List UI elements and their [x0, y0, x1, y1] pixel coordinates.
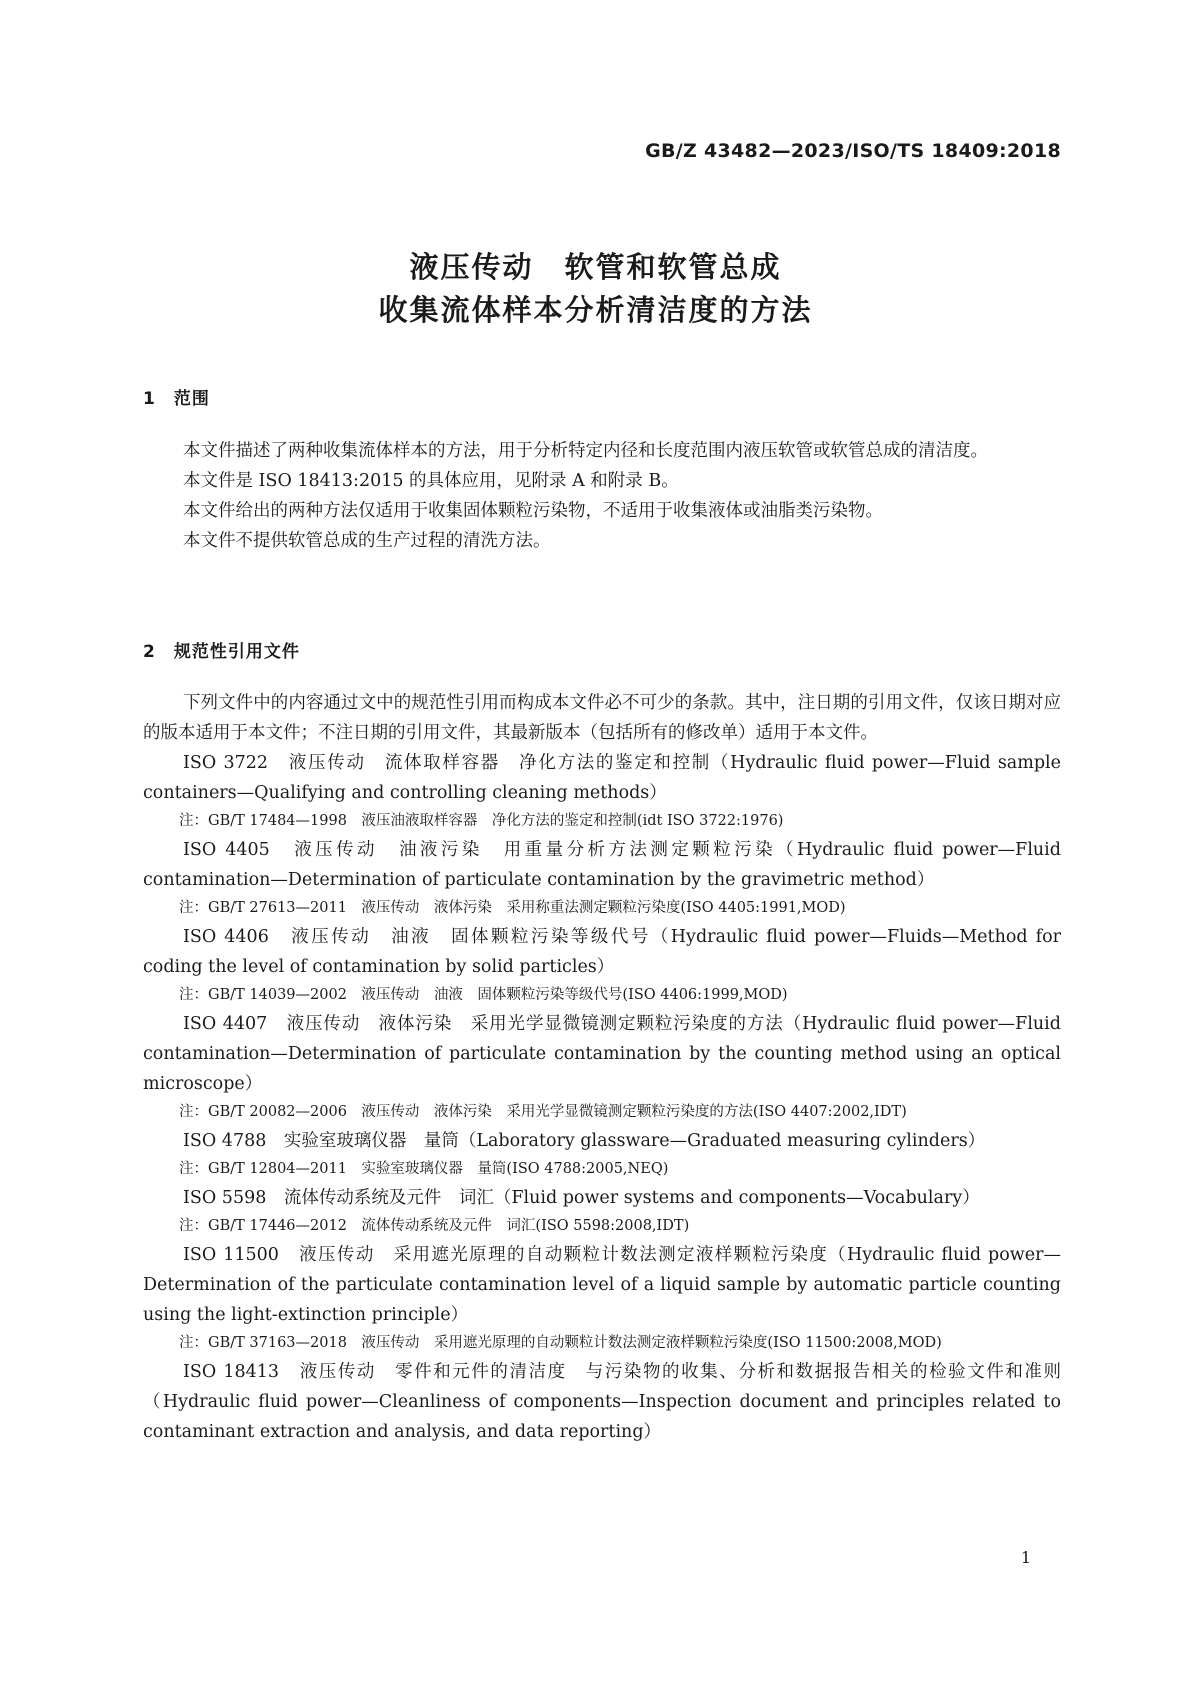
reference-entry: ISO 11500 液压传动 采用遮光原理的自动颗粒计数法测定液样颗粒污染度（Hydraulic fluid power—Determination of the particulate contamination level of a liquid sample by automatic particle counting using the light-extinction principle）: [143, 1245, 1061, 1325]
scope-paragraph: 本文件是 ISO 18413:2015 的具体应用，见附录 A 和附录 B。: [183, 471, 679, 491]
standard-code: GB/Z 43482—2023/ISO/TS 18409:2018: [645, 140, 1061, 162]
scope-paragraph: 本文件不提供软管总成的生产过程的清洗方法。: [183, 531, 551, 551]
document-title-line-2: 收集流体样本分析清洁度的方法: [378, 293, 813, 327]
reference-note: 注：GB/T 17484—1998 液压油液取样容器 净化方法的鉴定和控制(idt ISO 3722:1976): [179, 813, 784, 829]
document-title-line-1: 液压传动 软管和软管总成: [409, 250, 782, 284]
reference-entry: ISO 4788 实验室玻璃仪器 量筒（Laboratory glassware—Graduated measuring cylinders）: [183, 1131, 986, 1151]
scope-paragraph: 本文件描述了两种收集流体样本的方法，用于分析特定内径和长度范围内液压软管或软管总成的清洁度。: [183, 441, 988, 461]
reference-entry: ISO 3722 液压传动 流体取样容器 净化方法的鉴定和控制（Hydraulic fluid power—Fluid sample containers—Qualifying and controlling cleaning methods）: [143, 753, 1061, 803]
reference-note: 注：GB/T 27613—2011 液压传动 液体污染 采用称重法测定颗粒污染度(ISO 4405:1991,MOD): [179, 900, 846, 916]
normative-references-body: [143, 688, 1061, 1447]
reference-note: 注：GB/T 12804—2011 实验室玻璃仪器 量筒(ISO 4788:2005,NEQ): [179, 1161, 669, 1177]
reference-entry: ISO 4406 液压传动 油液 固体颗粒污染等级代号（Hydraulic fluid power—Fluids—Method for coding the level of contamination by solid particles）: [143, 927, 1061, 977]
scope-body: [143, 436, 1061, 556]
reference-note: 注：GB/T 20082—2006 液压传动 液体污染 采用光学显微镜测定颗粒污染度的方法(ISO 4407:2002,IDT): [179, 1104, 907, 1120]
references-intro: 下列文件中的内容通过文中的规范性引用而构成本文件必不可少的条款。其中，注日期的引用文件，仅该日期对应的版本适用于本文件；不注日期的引用文件，其最新版本（包括所有的修改单）适用于本文件。: [143, 693, 1061, 743]
reference-note: 注：GB/T 17446—2012 流体传动系统及元件 词汇(ISO 5598:2008,IDT): [179, 1218, 690, 1234]
section-heading-scope: 1 范围: [143, 389, 210, 409]
section-heading-normative-references: 2 规范性引用文件: [143, 642, 300, 662]
reference-entry: ISO 18413 液压传动 零件和元件的清洁度 与污染物的收集、分析和数据报告相关的检验文件和准则（Hydraulic fluid power—Cleanliness of components—Inspection document and principles related to contaminant extraction and analysis, and data reporting）: [143, 1362, 1061, 1442]
reference-entry: ISO 5598 流体传动系统及元件 词汇（Fluid power systems and components—Vocabulary）: [183, 1188, 980, 1208]
scope-paragraph: 本文件给出的两种方法仅适用于收集固体颗粒污染物，不适用于收集液体或油脂类污染物。: [183, 501, 883, 521]
reference-entry: ISO 4407 液压传动 液体污染 采用光学显微镜测定颗粒污染度的方法（Hydraulic fluid power—Fluid contamination—Determination of particulate contamination by the counting method using an optical microscope）: [143, 1014, 1061, 1094]
reference-note: 注：GB/T 14039—2002 液压传动 油液 固体颗粒污染等级代号(ISO 4406:1999,MOD): [179, 987, 788, 1003]
reference-note: 注：GB/T 37163—2018 液压传动 采用遮光原理的自动颗粒计数法测定液样颗粒污染度(ISO 11500:2008,MOD): [179, 1335, 942, 1351]
reference-entry: ISO 4405 液压传动 油液污染 用重量分析方法测定颗粒污染（Hydraulic fluid power—Fluid contamination—Determination of particulate contamination by the gravimetric method）: [143, 840, 1061, 890]
page-number: 1: [1020, 1548, 1031, 1567]
